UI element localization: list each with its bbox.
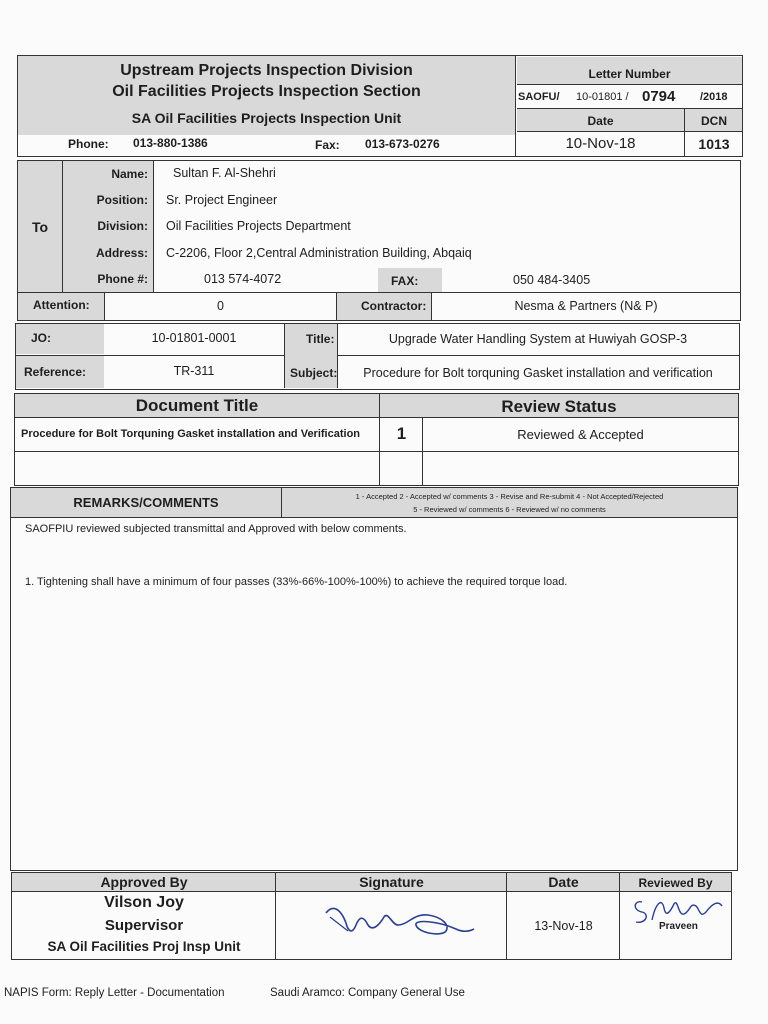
unit-name: SA Oil Facilities Projects Inspection Unit (131, 110, 402, 126)
review-status-header: Review Status (380, 394, 738, 418)
recipient-position: Sr. Project Engineer (166, 193, 278, 207)
reference-number: TR-311 (173, 364, 215, 378)
recipient-division: Oil Facilities Projects Department (166, 219, 351, 233)
reviewed-by-label: Reviewed By (638, 876, 713, 890)
document-title-header: Document Title (15, 394, 380, 418)
date-header-label: Date (587, 114, 614, 128)
address-label: Address: (95, 246, 148, 260)
recipient-address: C-2206, Floor 2,Central Administration Building, Abqaiq (166, 246, 472, 260)
phone-value: 013-880-1386 (133, 136, 208, 150)
letter-sequence: 0794 (642, 88, 676, 105)
jo-number: 10-01801-0001 (151, 331, 237, 345)
letter-jo: 10-01801 / (576, 91, 629, 103)
dcn-header-label: DCN (701, 114, 727, 128)
letter-year: /2018 (700, 91, 728, 103)
approved-by-label: Approved By (100, 874, 188, 890)
name-label: Name: (111, 167, 148, 181)
to-label: To (18, 161, 63, 292)
recipient-phone-label: Phone #: (97, 272, 148, 286)
review-status-code: 1 (396, 424, 407, 443)
letter-number-label: Letter Number (517, 57, 742, 85)
dcn-number: 1013 (698, 136, 730, 152)
fax-value: 013-673-0276 (365, 137, 440, 151)
status-legend-line1: 1 - Accepted 2 - Accepted w/ comments 3 - Revise and Re-submit 4 - Not Accepted/Rejected (355, 492, 664, 501)
recipient-fax-label: FAX: (391, 274, 419, 288)
title-label: Title: (306, 332, 335, 346)
contractor-label: Contractor: (361, 299, 427, 313)
recipient-phone: 013 574-4072 (204, 272, 282, 286)
recipient-fax: 050 484-3405 (513, 273, 591, 287)
jo-label-cell (16, 324, 104, 354)
letter-date: 10-Nov-18 (565, 135, 636, 152)
remarks-block (10, 487, 738, 871)
form-name: NAPIS Form: Reply Letter - Documentation (4, 987, 225, 999)
review-status-text: Reviewed & Accepted (517, 427, 644, 442)
attention-value: 0 (104, 293, 337, 320)
approval-date-label: Date (548, 874, 579, 890)
approval-date: 13-Nov-18 (534, 919, 593, 933)
remarks-header: REMARKS/COMMENTS (11, 488, 282, 518)
reference-label: Reference: (24, 365, 87, 379)
status-legend-line2: 5 - Reviewed w/ comments 6 - Reviewed w/ no comments (413, 505, 606, 514)
remarks-item-1: 1. Tightening shall have a minimum of four passes (33%-66%-100%-100%) to achieve the required torque load. (25, 576, 568, 588)
approver-signature (318, 895, 478, 945)
subject-label: Subject: (290, 366, 338, 380)
approver-name: Vilson Joy (104, 894, 184, 911)
jo-label: JO: (31, 331, 52, 345)
section-name: Oil Facilities Projects Inspection Section (112, 83, 421, 100)
remarks-intro: SAOFPIU reviewed subjected transmittal and Approved with below comments. (25, 523, 407, 535)
job-row-divider (16, 355, 739, 356)
classification: Saudi Aramco: Company General Use (270, 987, 465, 999)
document-title-value: Procedure for Bolt Torquning Gasket installation and Verification (21, 428, 361, 440)
subject-text: Procedure for Bolt torquning Gasket installation and verification (363, 366, 713, 380)
fax-label: Fax: (315, 138, 340, 152)
approver-unit: SA Oil Facilities Proj Insp Unit (47, 939, 241, 954)
recipient-name: Sultan F. Al-Shehri (173, 166, 276, 180)
division-name: Upstream Projects Inspection Division (120, 62, 413, 79)
letter-prefix: SAOFU/ (518, 91, 560, 103)
dcn-divider (684, 109, 685, 156)
phone-label: Phone: (68, 137, 109, 151)
signature-label: Signature (359, 874, 424, 890)
project-title: Upgrade Water Handling System at Huwiyah GOSP-3 (388, 332, 688, 346)
reviewer-name: Praveen (659, 921, 698, 932)
approver-role: Supervisor (104, 917, 184, 934)
attention-label: Attention: (33, 298, 90, 312)
position-label: Position: (96, 193, 148, 207)
division-label: Division: (97, 219, 148, 233)
contractor-name: Nesma & Partners (N& P) (514, 299, 658, 313)
